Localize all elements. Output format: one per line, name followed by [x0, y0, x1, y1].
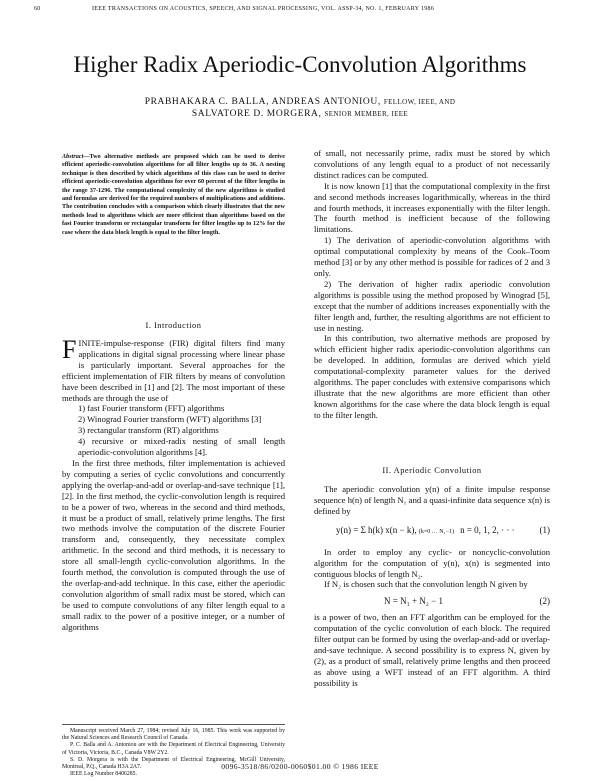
author-line-1: PRABHAKARA C. BALLA, ANDREAS ANTONIOU, FELLOW, IEEE, AND	[144, 97, 456, 107]
abstract-label: Abstract—	[62, 153, 90, 160]
abstract-text: Two alternative methods are proposed which can be used to derive efficient aperiodic-convolution algorithms for all filter lengths up to 36. A nesting technique is then described by which algorithms of this class can be used to derive efficient aperiodic-convolution algorithms for over 60 percent of the filter lengths in the range 37-1296. The computational complexity of the new algorithms is studied and formulas are derived for the required numbers of multiplications and additions. The contribution concludes with a comparison which clearly illustrates that the new methods lead to algorithms which are more efficient than algorithms based on the fast Fourier transform or rectangular transform for filter lengths up to 12% for the case where the data block length is equal to the filter length.	[62, 153, 285, 236]
footnote-paragraph: Manuscript received March 27, 1984; revised July 16, 1985. This work was supported by the Natural Sciences and Research Council of Canada.	[62, 728, 285, 742]
author-block	[0, 96, 600, 120]
equation-2	[314, 594, 550, 608]
equation-1-body: y(n) = Σ h(k) x(n − k), (k=0 … N₁−1) n = 0, 1, 2, · · ·	[336, 524, 515, 535]
aperiodic-body	[314, 484, 550, 689]
author-line-2: SALVATORE D. MORGERA, SENIOR MEMBER, IEEE	[191, 109, 409, 119]
equation-1-limits: (k=0 … N₁−1)	[418, 528, 456, 535]
paper-title: Higher Radix Aperiodic-Convolution Algorithms	[73, 52, 527, 77]
introduction-body	[62, 335, 285, 632]
footnote-paragraph: S. D. Morgera is with the Department of Electrical Engineering, McGill University, Montreal, P.Q., Canada H3A 2A7.	[62, 756, 285, 771]
paragraph: In order to employ any cyclic- or noncyclic-convolution algorithm for the computation of y(n), x(n) is segmented into contiguous blocks of length N₂.	[314, 546, 550, 579]
section-heading-aperiodic-convolution: II. Aperiodic Convolution	[382, 466, 482, 475]
paragraph: 2) The derivation of higher radix aperiodic convolution algorithms is possible using the method proposed by Winograd [5], except that the number of additions increases exponentially with the filter length and, further, the resulting algorithms are not efficient to use in nesting.	[314, 278, 550, 333]
list-item: 2) Winograd Fourier transform (WFT) algorithms [3]	[78, 414, 262, 425]
copyright-line: 0096-3518/86/0200-0060$01.00 © 1986 IEEE	[221, 762, 379, 771]
equation-1-number: (1)	[539, 524, 550, 535]
page-number: 60	[34, 6, 41, 12]
right-column-top	[314, 148, 550, 421]
running-title: IEEE TRANSACTIONS ON ACOUSTICS, SPEECH, AND SIGNAL PROCESSING, VOL. ASSP-34, NO. 1, FEBRUARY 1986	[92, 6, 435, 12]
paragraph: 1) The derivation of aperiodic-convolution algorithms with optimal computational complexity by means of the Cook–Toom method [3] or by any other method is possible for radices of 2 and 3 only.	[314, 235, 550, 278]
footnote-paragraph: P. C. Balla and A. Antoniou are with the Department of Electrical Engineering, University of Victoria, Victoria, B.C., Canada V8W 2Y2.	[62, 742, 285, 756]
paragraph: If N₂ is chosen such that the convolution length N given by	[324, 579, 528, 590]
paragraph: FINITE-impulse-response (FIR) digital filters find many applications in digital signal processing where linear phase is particularly important. Several approaches for the efficient implementation of FIR filters by means of convolution have been described in [1] and [2]. The most important of these methods are through the use of	[62, 335, 285, 403]
list-item: 3) rectangular transform (RT) algorithms	[78, 425, 219, 436]
drop-cap: F	[62, 335, 77, 364]
paragraph: In this contribution, two alternative methods are proposed by which efficient higher radix aperiodic-convolution algorithms can be developed. In addition, formulas are derived which yield computational-complexity parameter values for the derived algorithms. The paper concludes with extensive comparisons which illustrate that the new algorithms are more efficient than other known algorithms for the case where the data block length is equal to the filter length.	[314, 333, 550, 420]
paragraph: It is now known [1] that the computational complexity in the first and second methods increases logarithmically, whereas in the third and fourth methods, it increases exponentially with the filter length. The fourth method is inefficient because of the following limitations.	[314, 180, 550, 235]
paragraph: The aperiodic convolution y(n) of a finite impulse response sequence h(n) of length N₁ and a quasi-infinite data sequence x(n) is defined by	[314, 484, 550, 516]
section-heading-introduction: I. Introduction	[145, 321, 202, 330]
equation-2-number: (2)	[539, 596, 550, 607]
paragraph: of small, not necessarily prime, radix must be stored by which convolutions of any length equal to a product of not necessarily distinct radices can be computed.	[314, 148, 550, 180]
list-item: 1) fast Fourier transform (FFT) algorithms	[78, 403, 225, 414]
method-list	[62, 403, 285, 458]
paragraph: In the first three methods, filter implementation is achieved by computing a series of cyclic convolutions and concurrently applying the overlap-and-add or overlap-and-save technique [1], [2]. In the first method, the cyclic-convolution length is required to be a power of two, whereas in the second and third methods, it must be a product of small, relatively prime lengths. The first two methods involve the computation of the discrete Fourier transform and, consequently, they necessitate complex arithmetic. In the second and third methods, it is necessary to store all small-length cyclic-convolution algorithms. In the fourth method, the convolution is computed through the use of the overlap-and-add technique. In this case, either the aperiodic convolution algorithm of small radix must be stored, which can be used to compute convolutions of any filter length equal to a small radix to the power of a positive integer, or a number of algorithms	[62, 457, 285, 632]
abstract	[62, 153, 285, 237]
equation-2-body: N = N₁ + N₂ − 1	[384, 596, 444, 607]
footnote-paragraph: IEEE Log Number 8406285.	[70, 771, 137, 778]
equation-1	[314, 521, 550, 543]
paragraph: is a power of two, then an FFT algorithm can be employed for the computation of the cyclic convolution of each block. The required filter output can be formed by using the overlap-and-add or overlap-and-save technique. A second possibility is to express N, given by (2), as a product of small, relatively prime lengths and then proceed as above using a WFT instead of an FFT algorithm. A third possibility is	[314, 612, 550, 688]
list-item: 4) recursive or mixed-radix nesting of small length aperiodic-convolution algorithms [4].	[78, 436, 285, 458]
